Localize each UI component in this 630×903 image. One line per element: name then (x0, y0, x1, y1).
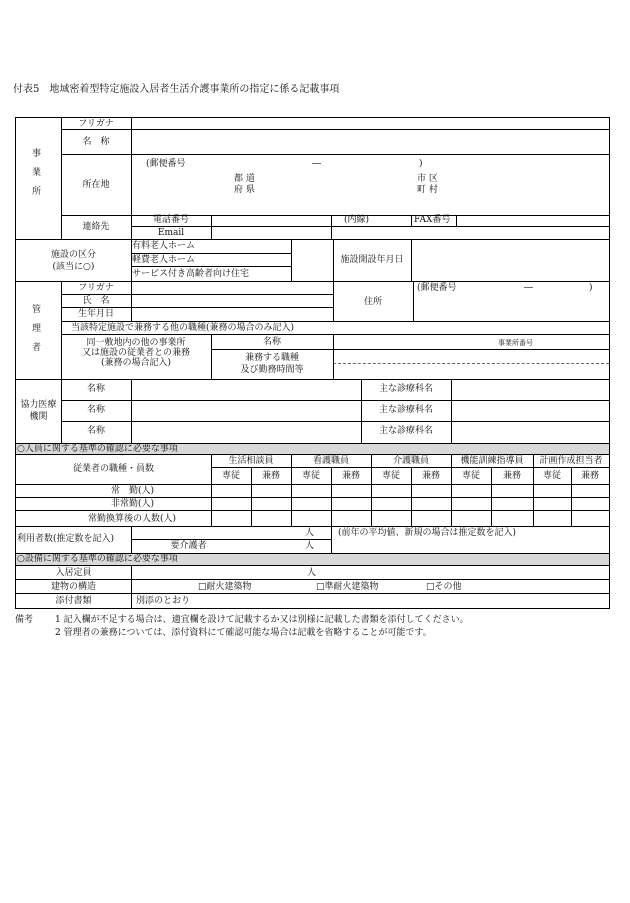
users-unit: 人 (305, 528, 315, 538)
manager-postal-close: ) (589, 283, 593, 293)
medical-dept-label-3: 主な診療科名 (378, 426, 433, 436)
role3-fulltime-header: 専従 (381, 471, 400, 481)
office-name-label: 名 称 (82, 137, 110, 147)
attachments-value: 別添のとおり (136, 596, 191, 606)
note-1: 1 記入欄が不足する場合は、適宜欄を設けて記載するか又は別様に記載した書類を添付してください。 (55, 615, 469, 625)
staff-label: 従業者の職種・員数 (72, 464, 154, 474)
manager-dual-note: 当該特定施設で兼務する他の職種(兼務の場合のみ記入) (71, 323, 295, 333)
facility-category-label: 施設の区分 (該当に○) (50, 250, 96, 272)
staff-row-parttime: 非常勤(人) (111, 499, 155, 509)
medical-name-label-3: 名称 (86, 426, 105, 436)
office-furigana-label: フリガナ (78, 119, 114, 129)
manager-other-name-label: 名称 (262, 337, 281, 347)
staff-role-2: 看護職員 (312, 456, 349, 466)
manager-section-label: 管理者 (30, 304, 40, 361)
office-postal-close: ) (419, 159, 423, 169)
office-section-label: 事業所 (30, 148, 40, 205)
manager-address-label: 住所 (363, 297, 382, 307)
medical-institution-label: 協力医療 機関 (20, 400, 57, 422)
manager-other-duty-label: 兼務する職種 及び勤務時間等 (240, 353, 304, 375)
attachments-label: 添付書類 (55, 596, 92, 606)
role1-dual-header: 兼務 (261, 471, 280, 481)
office-prefecture-2: 府 県 (234, 185, 255, 195)
office-contact-label: 連絡先 (82, 222, 110, 232)
office-fax-label: FAX番号 (414, 215, 451, 225)
office-city-2: 町 村 (417, 185, 438, 195)
office-postal-label: (郵便番号 (146, 159, 186, 169)
manager-name-label: 氏 名 (82, 296, 110, 306)
office-city-1: 市 区 (417, 174, 438, 184)
facility-option-3: サービス付き高齢者向け住宅 (132, 269, 250, 279)
facility-opened-label: 施設開設年月日 (340, 255, 404, 265)
office-extension-label: (内線) (344, 215, 370, 225)
notes-label: 備考 (15, 615, 34, 625)
structure-option-other[interactable]: □その他 (426, 582, 462, 592)
role2-dual-header: 兼務 (341, 471, 360, 481)
staff-role-5: 計画作成担当者 (539, 456, 603, 466)
office-postal-dash: ― (312, 159, 321, 169)
role2-fulltime-header: 専従 (301, 471, 320, 481)
structure-option-fireproof[interactable]: □耐火建築物 (198, 582, 252, 592)
application-form (15, 117, 610, 609)
medical-name-label-1: 名称 (86, 384, 105, 394)
office-prefecture-1: 都 道 (234, 174, 255, 184)
medical-dept-label-2: 主な診療科名 (378, 405, 433, 415)
staff-section-header: ○人員に関する基準の確認に必要な事項 (17, 444, 178, 454)
users-label: 利用者数(推定数を記入) (17, 534, 115, 544)
role1-fulltime-header: 専従 (221, 471, 240, 481)
office-email-label: Email (157, 228, 185, 238)
equipment-section-header: ○設備に関する基準の確認に必要な事項 (17, 554, 178, 564)
manager-postal-label: (郵便番号 (417, 283, 457, 293)
manager-furigana-label: フリガナ (78, 283, 114, 293)
staff-row-fulltime: 常 勤(人) (111, 486, 155, 496)
structure-label: 建物の構造 (50, 582, 96, 592)
manager-other-office-label: 同一敷地内の他の事業所 又は施設の従業者との兼務 (兼務の場合記入) (81, 338, 190, 368)
capacity-label: 入居定員 (55, 568, 92, 578)
structure-option-semi-fireproof[interactable]: □準耐火建築物 (316, 582, 379, 592)
manager-birth-label: 生年月日 (77, 309, 114, 319)
care-recipients-label: 要介護者 (170, 541, 207, 551)
form-title: 付表5 地域密着型特定施設入居者生活介護事業所の指定に係る記載事項 (13, 84, 340, 95)
care-recipients-unit: 人 (305, 541, 315, 551)
role4-fulltime-header: 専従 (461, 471, 480, 481)
medical-dept-label-1: 主な診療科名 (378, 384, 433, 394)
role4-dual-header: 兼務 (502, 471, 521, 481)
users-note: (前年の平均値、新規の場合は推定数を記入) (338, 528, 517, 538)
office-address-label: 所在地 (82, 180, 110, 190)
note-2: 2 管理者の兼務については、添付資料にて確認可能な場合は記載を省略することが可能です。 (55, 628, 432, 638)
capacity-unit: 人 (307, 568, 317, 578)
facility-option-2: 軽費老人ホーム (132, 255, 196, 265)
role3-dual-header: 兼務 (421, 471, 440, 481)
manager-postal-dash: ― (524, 283, 533, 293)
office-phone-label: 電話番号 (152, 215, 189, 225)
staff-role-1: 生活相談員 (228, 456, 274, 466)
role5-fulltime-header: 専従 (542, 471, 561, 481)
staff-row-converted: 常勤換算後の人数(人) (88, 514, 177, 524)
facility-option-1: 有料老人ホーム (132, 241, 196, 251)
manager-office-number-label: 事業所番号 (498, 339, 533, 347)
role5-dual-header: 兼務 (580, 471, 599, 481)
staff-role-4: 機能訓練指導員 (460, 456, 524, 466)
medical-name-label-2: 名称 (86, 405, 105, 415)
staff-role-3: 介護職員 (392, 456, 429, 466)
